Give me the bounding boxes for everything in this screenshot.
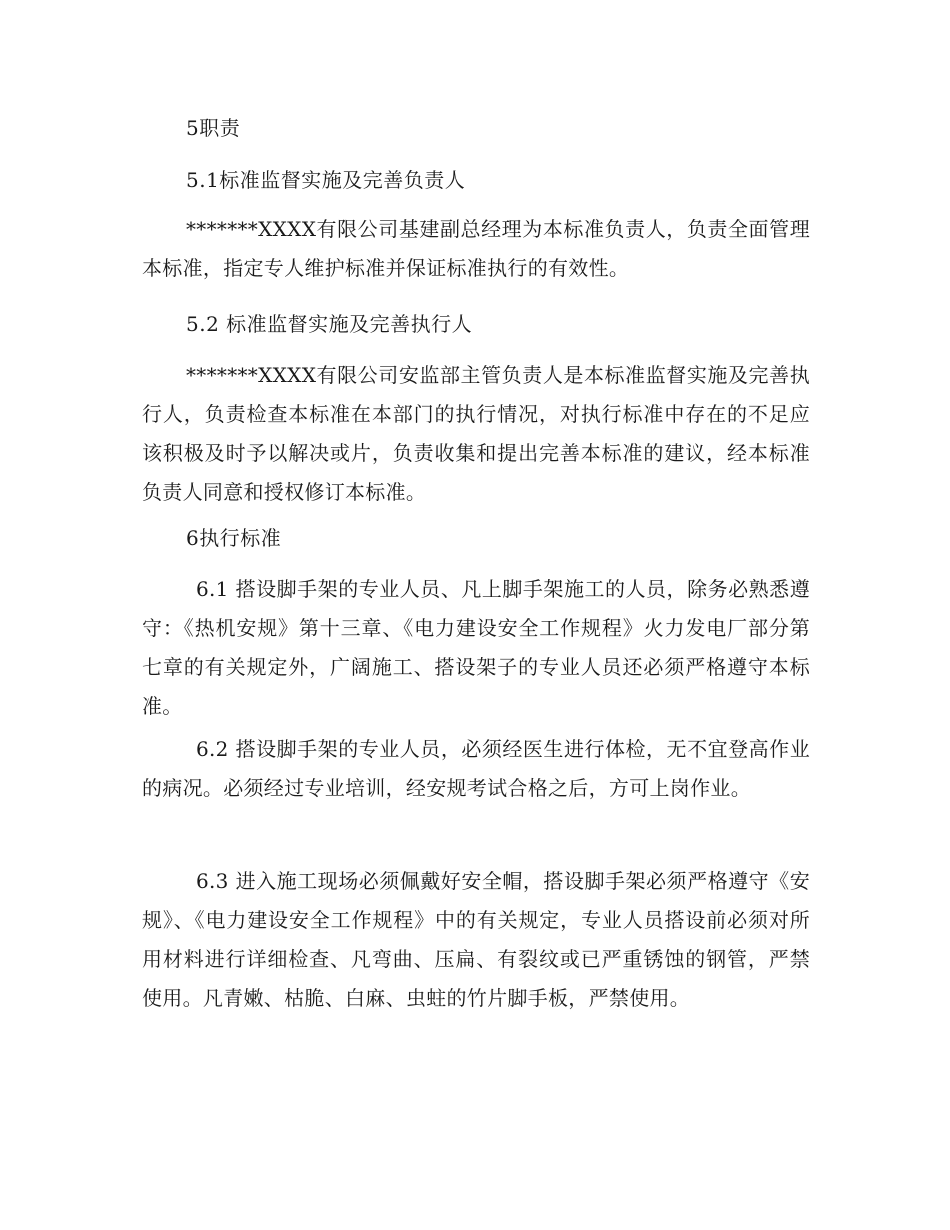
paragraph-5-2: *******XXXX有限公司安监部主管负责人是本标准监督实施及完善执行人，负责检查本标准在本部门的执行情况，对执行标准中存在的不足应该积极及时予以解决或片，负责收集和提出完善本标准的建议，经本标准负责人同意和授权修订本标准。 — [142, 363, 810, 504]
subsection-heading-5-1: 5.1标准监督实施及完善负责人 — [186, 168, 466, 192]
subsection-heading-5-2: 5.2 标准监督实施及完善执行人 — [186, 312, 473, 336]
paragraph-6-1: 6.1 搭设脚手架的专业人员、凡上脚手架施工的人员，除务必熟悉遵守：《热机安规》第十三章、《电力建设安全工作规程》火力发电厂部分第七章的有关规定外，广阔施工、搭设架子的专业人员还必须严格遵守本标准。 — [142, 577, 810, 718]
paragraph-6-2: 6.2 搭设脚手架的专业人员，必须经医生进行体检，无不宜登高作业的病况。必须经过专业培训，经安规考试合格之后，方可上岗作业。 — [142, 737, 810, 800]
paragraph-5-1: *******XXXX有限公司基建副总经理为本标准负责人，负责全面管理本标准，指定专人维护标准并保证标准执行的有效性。 — [142, 217, 810, 280]
paragraph-6-3: 6.3 进入施工现场必须佩戴好安全帽，搭设脚手架必须严格遵守《安规》、《电力建设安全工作规程》中的有关规定，专业人员搭设前必须对所用材料进行详细检查、凡弯曲、压扁、有裂纹或已严重锈蚀的钢管，严禁使用。凡青嫩、枯脆、白麻、虫蛀的竹片脚手板，严禁使用。 — [142, 869, 810, 1010]
section-heading-5: 5职责 — [186, 116, 241, 140]
section-heading-6: 6执行标准 — [186, 526, 282, 550]
